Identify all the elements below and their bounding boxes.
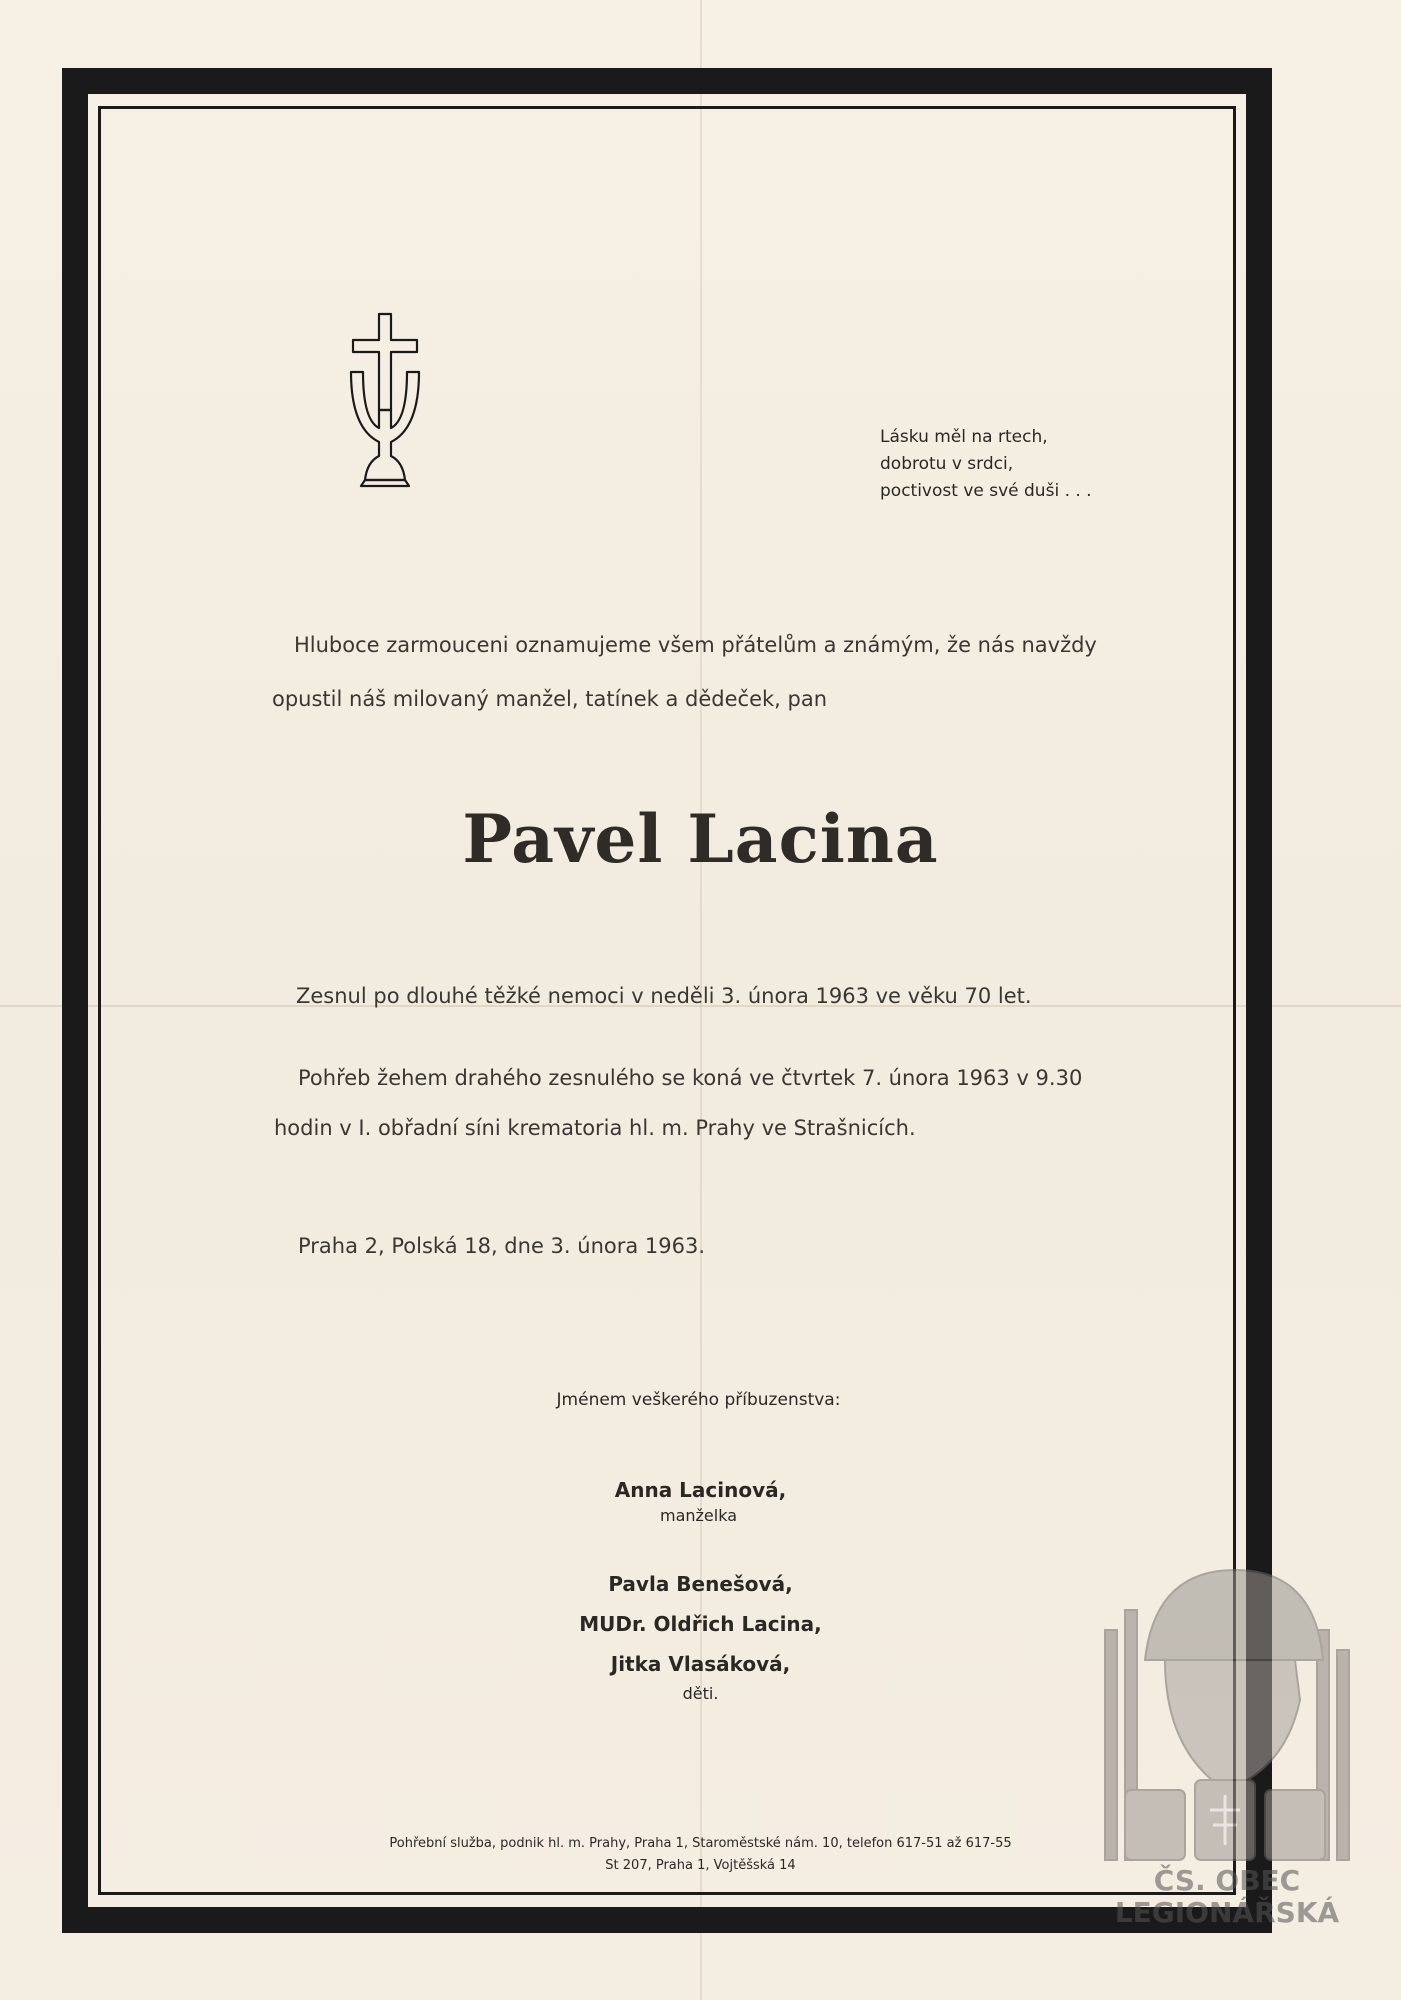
motto-line-1: Lásku měl na rtech, bbox=[880, 427, 1048, 447]
child-name-2: MUDr. Oldřich Lacina, bbox=[579, 1612, 822, 1636]
legion-logo-watermark bbox=[1085, 1540, 1370, 1930]
footer-line-2: St 207, Praha 1, Vojtěšská 14 bbox=[605, 1858, 796, 1873]
spouse-name: Anna Lacinová, bbox=[614, 1478, 787, 1502]
announcement-intro bbox=[272, 618, 1152, 726]
motto bbox=[880, 424, 1092, 505]
place-date: Praha 2, Polská 18, dne 3. února 1963. bbox=[298, 1234, 706, 1258]
death-notice: Zesnul po dlouhé těžké nemoci v neděli 3. února 1963 ve věku 70 let. bbox=[296, 984, 1032, 1008]
logo-bottom-text: LEGIONÁŘSKÁ bbox=[1114, 1896, 1340, 1929]
child-name-1: Pavla Benešová, bbox=[608, 1572, 793, 1596]
on-behalf-label: Jménem veškerého příbuzenstva: bbox=[556, 1390, 841, 1410]
children-role: děti. bbox=[682, 1684, 719, 1703]
intro-line-2: opustil náš milovaný manžel, tatínek a dědeček, pan bbox=[272, 687, 828, 711]
logo-top-text: ČS. OBEC bbox=[1153, 1864, 1301, 1897]
funeral-line-1: Pohřeb žehem drahého zesnulého se koná ve čtvrtek 7. února 1963 v 9.30 bbox=[298, 1066, 1083, 1090]
deceased-name: Pavel Lacina bbox=[462, 800, 939, 878]
cross-chalice-icon bbox=[345, 310, 425, 500]
child-name-3: Jitka Vlasáková, bbox=[610, 1652, 791, 1676]
footer-line-1: Pohřební služba, podnik hl. m. Prahy, Praha 1, Staroměstské nám. 10, telefon 617-51 až 617-55 bbox=[389, 1836, 1012, 1851]
spouse-role: manželka bbox=[659, 1506, 737, 1525]
motto-line-3: poctivost ve své duši . . . bbox=[880, 481, 1092, 501]
motto-line-2: dobrotu v srdci, bbox=[880, 454, 1014, 474]
intro-line-1: Hluboce zarmouceni oznamujeme všem přátelům a známým, že nás navždy bbox=[294, 633, 1097, 657]
funeral-line-2: hodin v I. obřadní síni krematoria hl. m. Prahy ve Strašnicích. bbox=[274, 1116, 916, 1140]
